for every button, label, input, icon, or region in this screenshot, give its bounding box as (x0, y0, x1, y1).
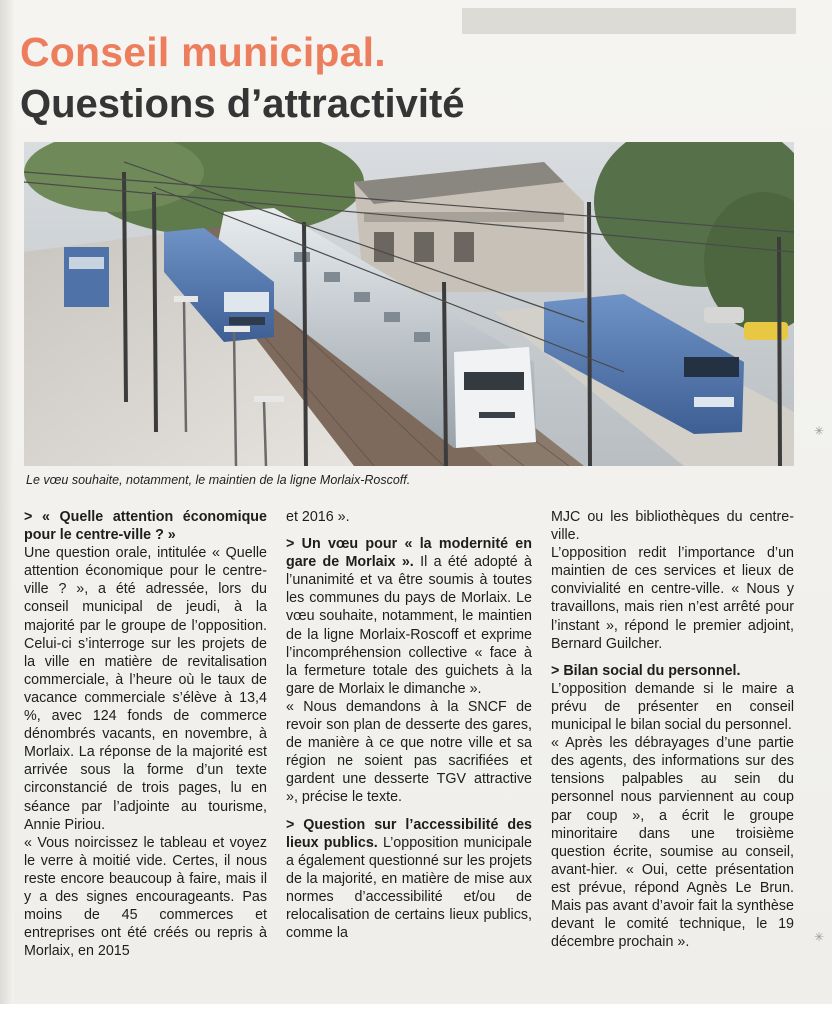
scan-speck: ✳ (814, 424, 825, 438)
subheading-accessibility: > Question sur l’accessibilité des lieux publics. (286, 816, 532, 851)
train-station-photo (24, 142, 794, 466)
article-headline: Questions d’attractivité (20, 82, 465, 126)
paragraph: « Vous noircissez le tableau et voyez le verre à moitié vide. Certes, il nous reste encore beaucoup à faire, mais il y a des signes encourageants. Pas moins de 45 commerces et entreprises ont été créés ou repris à Morlaix, en 2015 (24, 834, 267, 960)
scan-speck: ✳ (814, 930, 825, 944)
paragraph: « Après les débrayages d’une partie des agents, des informations sur des tensions palpables au sein du personnel nous parviennent au coup par coup », a écrit le groupe minoritaire dans une troisième question écrite, soumise au conseil, avant-hier. « Oui, cette présentation est prévue, répond Agnès Le Brun. Mais pas avant d’avoir fait la synthèse devant le comité technique, le 19 décembre prochain ». (551, 735, 794, 951)
subheading-economic-attention: > « Quelle attention économique pour le centre-ville ? » (24, 509, 267, 544)
paragraph-with-subheading (286, 816, 532, 943)
text-column-2 (286, 508, 532, 942)
paragraph-text: L’opposition municipale a également questionné sur les projets de la majorité, en matière de mise aux normes d’accessibilité et/ou de relocalisation de certains lieux publics, comme la (286, 834, 532, 942)
paragraph: et 2016 ». (286, 509, 350, 525)
paragraph-text: Il a été adopté à l’unanimité et va être soumis à toutes les communes du pays de Morlaix. Le vœu souhaite, notamment, le maintien de la ligne Morlaix-Roscoff et exprime l’incompréhension collective « face à la fermeture totale des guichets à la gare de Morlaix le dimanche ». (286, 554, 532, 697)
paragraph-with-subheading (286, 535, 532, 698)
paragraph: L’opposition redit l’importance d’un maintien de ces services et lieux de convivialité en centre-ville. « Nous y travaillons, mais rien n’est arrêté pour l’instant », répond le premier adjoint, Bernard Guilcher. (551, 545, 794, 652)
paragraph: MJC ou les bibliothèques du centre-ville. (551, 509, 794, 544)
text-column-3 (551, 508, 794, 951)
article-kicker: Conseil municipal. (20, 29, 386, 75)
paragraph: L’opposition demande si le maire a prévu de présenter en conseil municipal le bilan social du personnel. (551, 680, 794, 734)
article-photo (24, 142, 794, 466)
subheading-station-modernity: > Un vœu pour « la modernité en gare de Morlaix ». (286, 536, 532, 571)
paragraph: Une question orale, intitulée « Quelle attention économique pour le centre-ville ? », a été adressée, lors du conseil municipal de jeudi, à la majorité par le groupe de l’opposition. Celui-ci s’interroge sur les projets de la ville en matière de revitalisation commerciale, à l’heure où le taux de vacance commerciale s’élève à 13,4 %, avec 124 fonds de commerce dénombrés vacants, en novembre, à Morlaix. La réponse de la majorité est arrivée sous la forme d’un texte circonstancié de trois pages, lu en séance par l’adjointe au tourisme, Annie Piriou. (24, 545, 267, 833)
photo-caption: Le vœu souhaite, notamment, le maintien de la ligne Morlaix-Roscoff. (26, 473, 411, 487)
text-column-1 (24, 508, 267, 960)
scan-edge (0, 0, 14, 1024)
page-bottom-margin (0, 1004, 832, 1024)
bleed-through-header (462, 8, 796, 34)
subheading-social-report: > Bilan social du personnel. (551, 662, 741, 679)
paragraph: « Nous demandons à la SNCF de revoir son plan de desserte des gares, de manière à ce que notre ville et sa région ne soient pas sacrifiées et gardent une desserte TGV attractive », précise le texte. (286, 698, 532, 806)
